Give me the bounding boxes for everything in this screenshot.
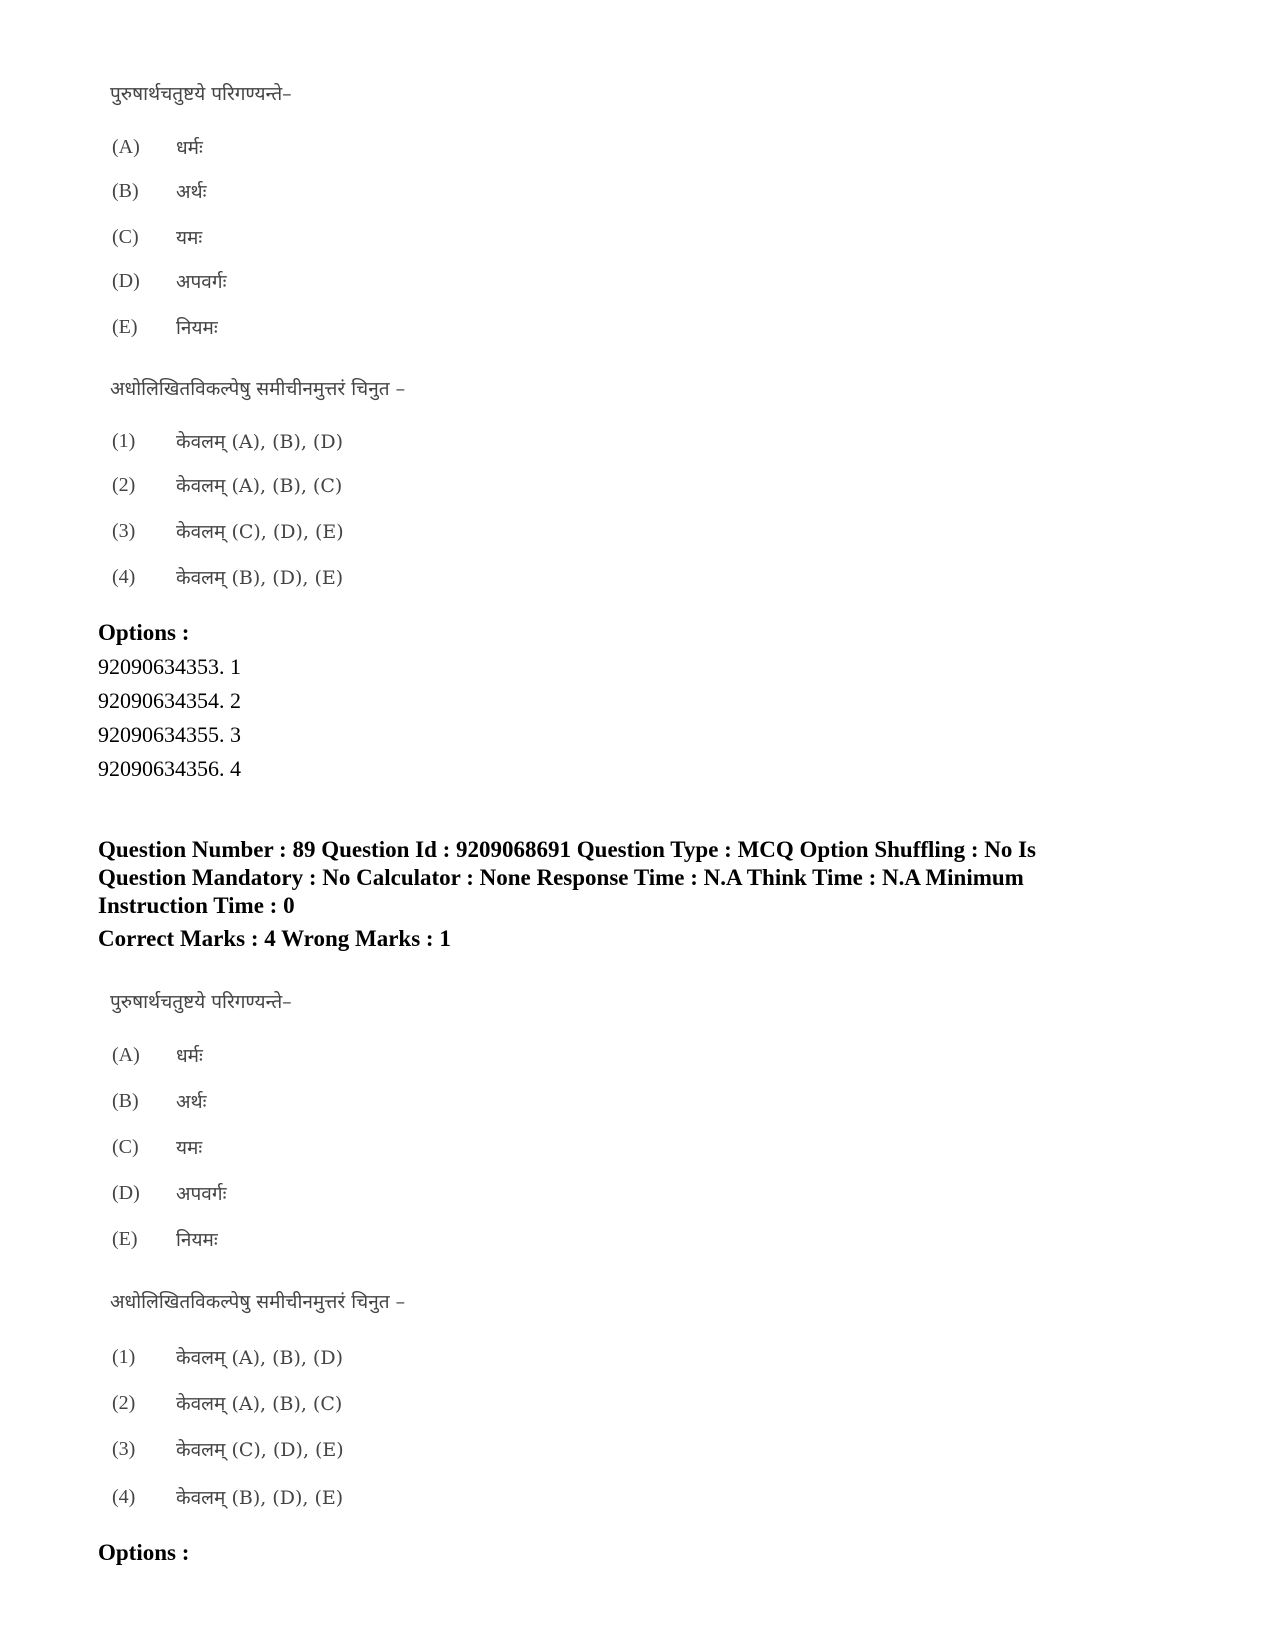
item-text: नियमः (176, 1229, 218, 1251)
item-label: (D) (112, 270, 140, 292)
item-label: (A) (112, 1044, 140, 1066)
choice-text: केवलम् (A), (B), (C) (176, 1393, 343, 1415)
item-label: (C) (112, 226, 139, 248)
choice-text: केवलम् (C), (D), (E) (176, 521, 344, 543)
option-line: 92090634355. 3 (98, 722, 241, 747)
options-heading: Options : (98, 1540, 190, 1565)
choice-text: केवलम् (B), (D), (E) (176, 567, 344, 589)
question-stem: पुरुषार्थचतुष्टये परिगण्यन्ते– (110, 991, 292, 1013)
item-label: (A) (112, 136, 140, 158)
item-text: धर्मः (176, 1045, 203, 1067)
choice-label: (3) (112, 1438, 136, 1460)
item-label: (E) (112, 1228, 138, 1250)
instruction: अधोलिखितविकल्पेषु समीचीनमुत्तरं चिनुत – (110, 378, 406, 400)
choice-label: (1) (112, 430, 136, 452)
choice-text: केवलम् (A), (B), (D) (176, 1347, 343, 1369)
item-text: अपवर्गः (176, 271, 227, 293)
choice-text: केवलम् (A), (B), (D) (176, 431, 343, 453)
item-text: यमः (176, 1137, 203, 1159)
item-text: अर्थः (176, 181, 207, 203)
item-text: अर्थः (176, 1091, 207, 1113)
marks-line: Correct Marks : 4 Wrong Marks : 1 (98, 926, 451, 951)
option-line: 92090634353. 1 (98, 654, 241, 679)
instruction: अधोलिखितविकल्पेषु समीचीनमुत्तरं चिनुत – (110, 1291, 406, 1313)
choice-label: (2) (112, 1392, 136, 1414)
option-line: 92090634354. 2 (98, 688, 241, 713)
choice-label: (4) (112, 1486, 136, 1508)
item-label: (C) (112, 1136, 139, 1158)
item-text: नियमः (176, 317, 218, 339)
option-line: 92090634356. 4 (98, 756, 241, 781)
options-heading: Options : (98, 620, 190, 645)
item-text: अपवर्गः (176, 1183, 227, 1205)
item-label: (B) (112, 1090, 139, 1112)
choice-label: (3) (112, 520, 136, 542)
item-text: धर्मः (176, 137, 203, 159)
question-stem: पुरुषार्थचतुष्टये परिगण्यन्ते– (110, 83, 292, 105)
item-label: (D) (112, 1182, 140, 1204)
choice-label: (2) (112, 474, 136, 496)
item-label: (E) (112, 316, 138, 338)
choice-text: केवलम् (B), (D), (E) (176, 1487, 344, 1509)
item-text: यमः (176, 227, 203, 249)
choice-text: केवलम् (C), (D), (E) (176, 1439, 344, 1461)
choice-label: (4) (112, 566, 136, 588)
choice-text: केवलम् (A), (B), (C) (176, 475, 343, 497)
question-meta: Question Number : 89 Question Id : 9209068691 Question Type : MCQ Option Shuffling : No Is Question Mandatory : No Calculator : None Response Time : N.A Think Time : N.A Minimum Instruction Time : 0 (98, 837, 1037, 918)
item-label: (B) (112, 180, 139, 202)
choice-label: (1) (112, 1346, 136, 1368)
